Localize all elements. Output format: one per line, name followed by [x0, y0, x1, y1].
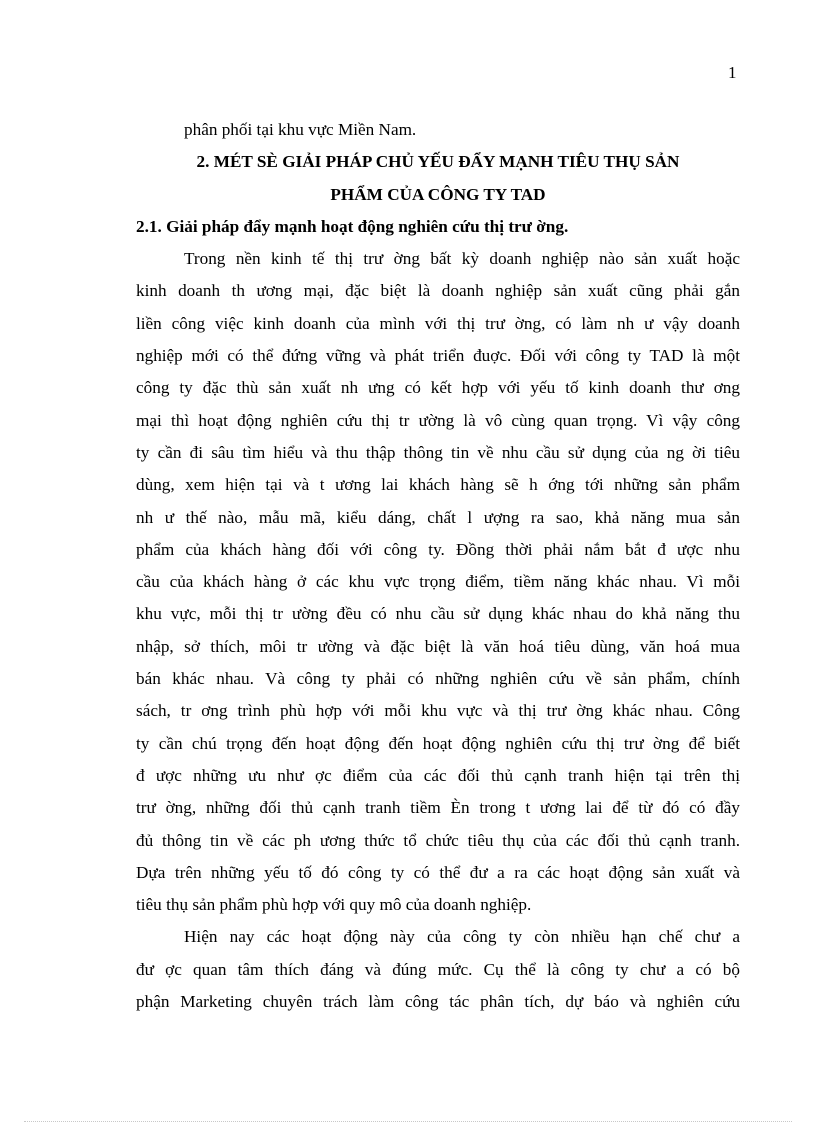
paragraph-line: cầu của khách hàng ở các khu vực trọng điểm, tiềm năng khác nhau. Vì mỗi: [136, 572, 740, 592]
intro-line: phân phối tại khu vực Miền Nam.: [184, 120, 417, 139]
page-bottom-divider: [24, 1121, 792, 1122]
paragraph-line: kinh doanh th ương mại, đặc biệt là doanh nghiệp sản xuất cũng phải gắn: [136, 281, 740, 301]
paragraph-line: dùng, xem hiện tại và t ương lai khách hàng sẽ h ớng tới những sản phẩm: [136, 475, 740, 495]
paragraph-line: đư ợc quan tâm thích đáng và đúng mức. Cụ thể là công ty chư a có bộ: [136, 959, 740, 979]
paragraph-line: tiêu thụ sản phẩm phù hợp với quy mô của doanh nghiệp.: [136, 895, 532, 915]
paragraph-line: mại thì hoạt động nghiên cứu thị tr ường là vô cùng quan trọng. Vì vậy công: [136, 410, 740, 430]
paragraph-line: liền công việc kinh doanh của mình với thị trư ờng, có làm nh ư vậy doanh: [136, 313, 740, 333]
section-heading-line-2: PHẨM CỦA CÔNG TY TAD: [330, 184, 546, 204]
paragraph-1: [136, 243, 740, 921]
paragraph-line: đủ thông tin về các ph ương thức tổ chức tiêu thụ của các đối thủ cạnh tranh.: [136, 830, 740, 850]
page-number: 1: [728, 63, 737, 82]
paragraph-2: [136, 921, 740, 1018]
paragraph-line: Dựa trên những yếu tố đó công ty có thể đư a ra các hoạt động sản xuất và: [136, 862, 740, 882]
paragraph-line: nh ư thế nào, mẫu mã, kiểu dáng, chất l ượng ra sao, khả năng mua sản: [136, 507, 740, 527]
paragraph-line: phận Marketing chuyên trách làm công tác phân tích, dự báo và nghiên cứu: [136, 992, 740, 1012]
paragraph-line: nghiệp mới có thể đứng vững và phát triển đuợc. Đối với công ty TAD là một: [136, 346, 740, 366]
paragraph-line: sách, tr ơng trình phù hợp với mỗi khu vực và thị trư ờng khác nhau. Công: [136, 701, 740, 721]
document-body: [136, 114, 740, 1018]
paragraph-line: ty cần chú trọng đến hoạt động đến hoạt động nghiên cứu thị trư ờng để biết: [136, 733, 740, 753]
paragraph-line: ty cần đi sâu tìm hiểu và thu thập thông tin về nhu cầu sử dụng của ng ời tiêu: [136, 442, 740, 462]
paragraph-line: Trong nền kinh tế thị trư ờng bất kỳ doanh nghiệp nào sản xuất hoặc: [184, 249, 740, 269]
section-heading-line-1: 2. MÉT SÈ GIẢI PHÁP CHỦ YẾU ĐẨY MẠNH TIÊU THỤ SẢN: [196, 152, 680, 172]
paragraph-line: nhập, sở thích, môi tr ường và đặc biệt là văn hoá tiêu dùng, văn hoá mua: [136, 636, 740, 656]
paragraph-line: công ty đặc thù sản xuất nh ưng có kết hợp với yếu tố kinh doanh thư ơng: [136, 378, 740, 398]
paragraph-line: bán khác nhau. Và công ty phải có những nghiên cứu về sản phẩm, chính: [136, 669, 740, 689]
paragraph-line: đ ược những ưu như ợc điểm của các đối thủ cạnh tranh hiện tại trên thị: [136, 765, 740, 785]
subsection-heading: 2.1. Giải pháp đẩy mạnh hoạt động nghiên cứu thị trư ờng.: [136, 216, 569, 236]
paragraph-line: trư ờng, những đối thủ cạnh tranh tiềm Èn trong t ương lai để từ đó có đầy: [136, 798, 740, 818]
paragraph-line: Hiện nay các hoạt động này của công ty còn nhiều hạn chế chư a: [184, 927, 740, 947]
paragraph-line: khu vực, mỗi thị tr ường đều có nhu cầu sử dụng khác nhau do khả năng thu: [136, 604, 740, 624]
paragraph-line: phẩm của khách hàng đối với công ty. Đồng thời phải nắm bắt đ ược nhu: [136, 539, 740, 559]
